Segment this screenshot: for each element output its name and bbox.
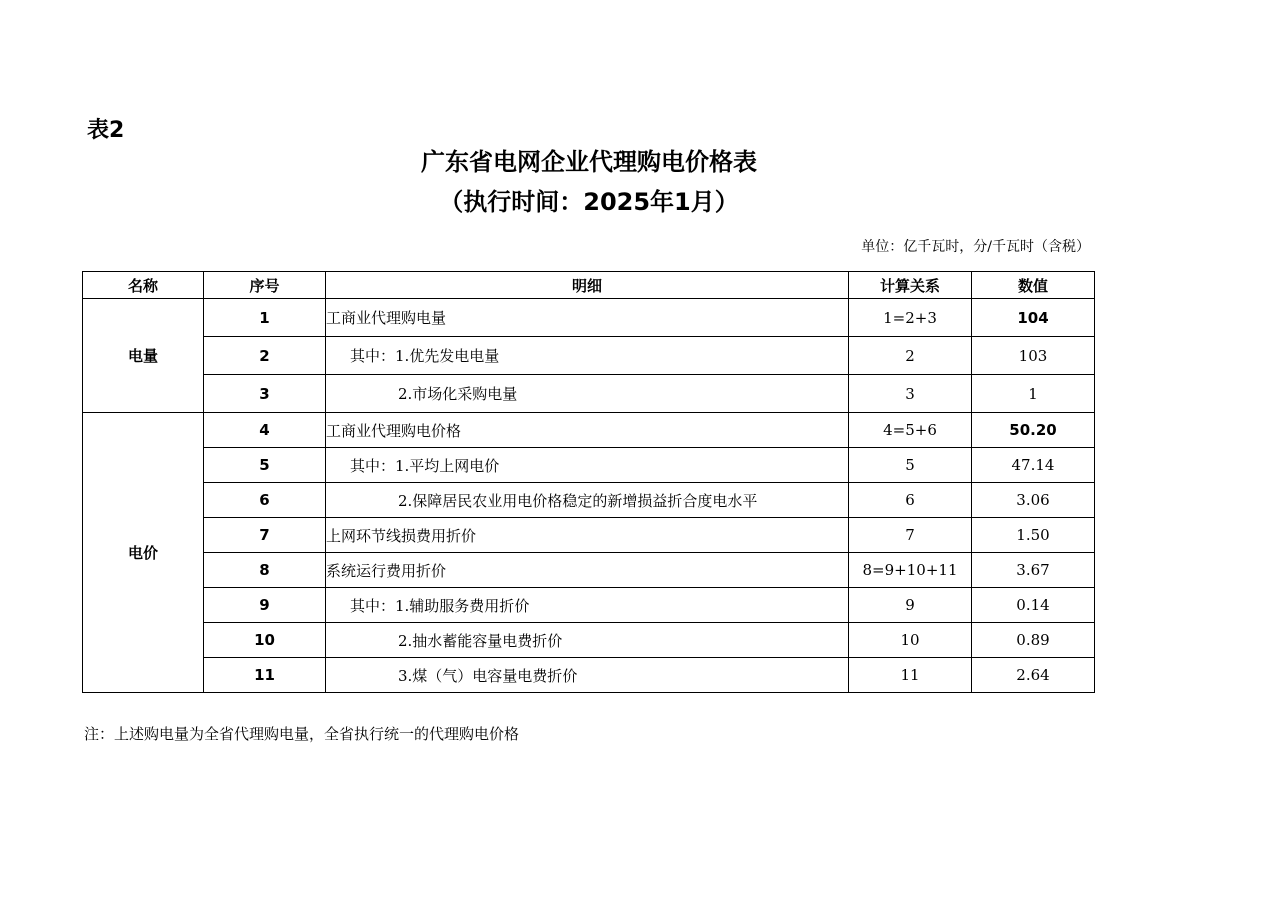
- price-table: [82, 271, 1095, 693]
- row-value: 0.14: [972, 588, 1095, 623]
- row-calc: 4=5+6: [849, 413, 972, 448]
- row-seq: 5: [204, 448, 326, 483]
- row-value: 3.67: [972, 553, 1095, 588]
- row-detail: 2.保障居民农业用电价格稳定的新增损益折合度电水平: [326, 483, 849, 518]
- row-detail: 2.市场化采购电量: [326, 375, 849, 413]
- row-detail: 其中：1.优先发电电量: [326, 337, 849, 375]
- table-row: [83, 518, 1095, 553]
- row-calc: 5: [849, 448, 972, 483]
- row-calc: 11: [849, 658, 972, 693]
- row-seq: 10: [204, 623, 326, 658]
- row-calc: 2: [849, 337, 972, 375]
- header-name: 名称: [83, 272, 204, 299]
- row-calc: 6: [849, 483, 972, 518]
- row-detail: 上网环节线损费用折价: [326, 518, 849, 553]
- row-calc: 9: [849, 588, 972, 623]
- row-seq: 7: [204, 518, 326, 553]
- row-detail: 其中：1.平均上网电价: [326, 448, 849, 483]
- table-row: [83, 375, 1095, 413]
- row-seq: 8: [204, 553, 326, 588]
- row-value: 104: [972, 299, 1095, 337]
- table-row: [83, 553, 1095, 588]
- row-value: 47.14: [972, 448, 1095, 483]
- table-row: [83, 588, 1095, 623]
- header-calc: 计算关系: [849, 272, 972, 299]
- header-value: 数值: [972, 272, 1095, 299]
- group-volume: 电量: [83, 299, 204, 413]
- row-detail: 工商业代理购电价格: [326, 413, 849, 448]
- row-calc: 1=2+3: [849, 299, 972, 337]
- page-subtitle: （执行时间：2025年1月）: [439, 188, 739, 216]
- row-calc: 7: [849, 518, 972, 553]
- row-detail: 3.煤（气）电容量电费折价: [326, 658, 849, 693]
- row-calc: 8=9+10+11: [849, 553, 972, 588]
- row-value: 2.64: [972, 658, 1095, 693]
- table-row: [83, 448, 1095, 483]
- table-number: 表2: [87, 118, 125, 143]
- row-seq: 1: [204, 299, 326, 337]
- row-value: 1.50: [972, 518, 1095, 553]
- page-title: 广东省电网企业代理购电价格表: [421, 148, 757, 176]
- header-seq: 序号: [204, 272, 326, 299]
- row-value: 0.89: [972, 623, 1095, 658]
- row-calc: 3: [849, 375, 972, 413]
- row-detail: 工商业代理购电量: [326, 299, 849, 337]
- table-row: [83, 483, 1095, 518]
- group-price: 电价: [83, 413, 204, 693]
- table-row: [83, 337, 1095, 375]
- row-seq: 2: [204, 337, 326, 375]
- row-seq: 9: [204, 588, 326, 623]
- table-row: [83, 299, 1095, 337]
- row-detail: 2.抽水蓄能容量电费折价: [326, 623, 849, 658]
- row-seq: 6: [204, 483, 326, 518]
- footnote: 注：上述购电量为全省代理购电量，全省执行统一的代理购电价格: [84, 725, 520, 743]
- row-value: 3.06: [972, 483, 1095, 518]
- table-row: [83, 413, 1095, 448]
- row-seq: 11: [204, 658, 326, 693]
- row-detail: 系统运行费用折价: [326, 553, 849, 588]
- row-value: 1: [972, 375, 1095, 413]
- table-row: [83, 623, 1095, 658]
- row-value: 103: [972, 337, 1095, 375]
- row-value: 50.20: [972, 413, 1095, 448]
- table-header-row: [83, 272, 1095, 299]
- unit-label: 单位：亿千瓦时，分/千瓦时（含税）: [861, 239, 1090, 255]
- row-calc: 10: [849, 623, 972, 658]
- row-seq: 4: [204, 413, 326, 448]
- table-row: [83, 658, 1095, 693]
- row-detail: 其中：1.辅助服务费用折价: [326, 588, 849, 623]
- header-detail: 明细: [326, 272, 849, 299]
- row-seq: 3: [204, 375, 326, 413]
